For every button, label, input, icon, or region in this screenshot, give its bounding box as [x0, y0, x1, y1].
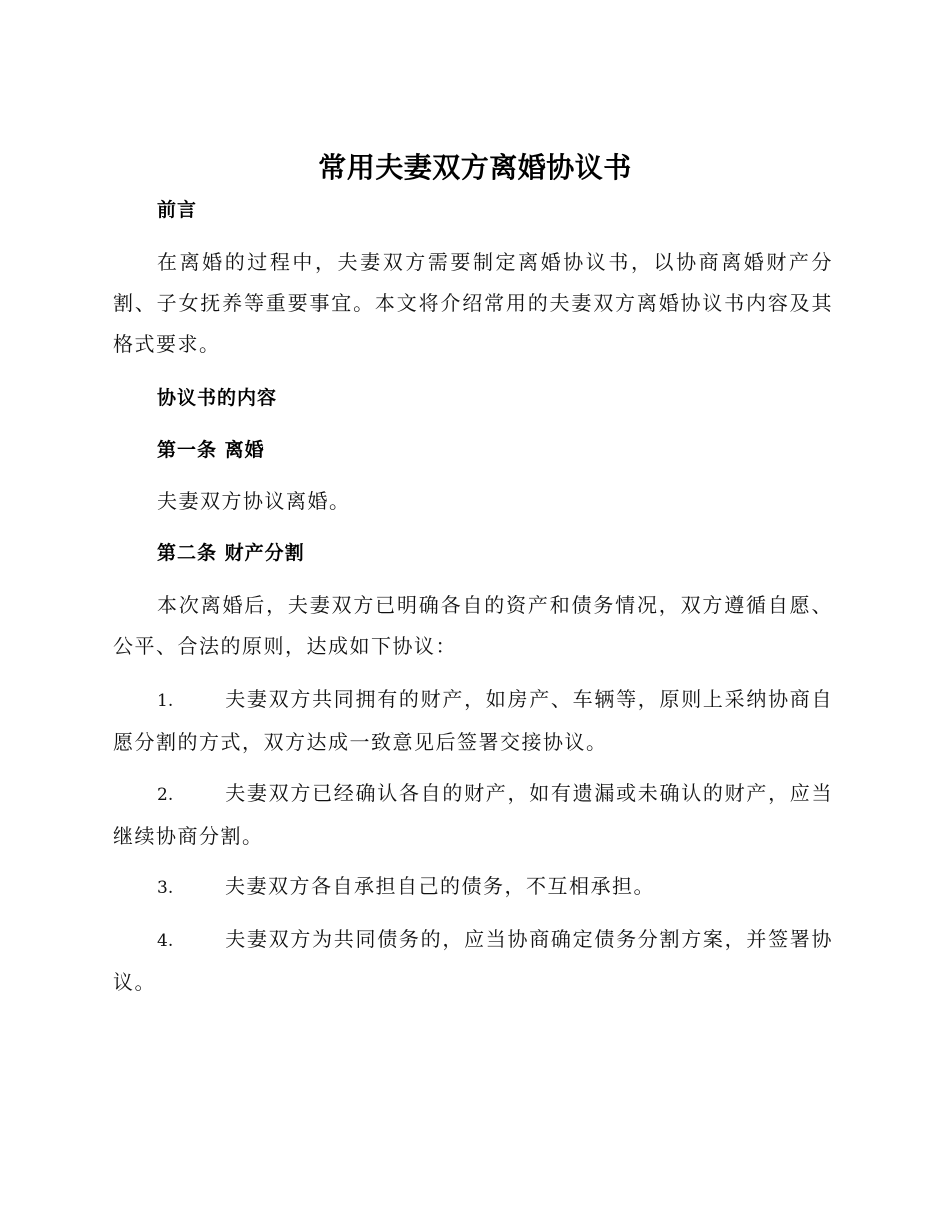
list-item-number: 1.: [157, 691, 174, 711]
list-item-number: 4.: [157, 931, 174, 951]
list-item-text: 夫妻双方共同拥有的财产，如房产、车辆等，原则上采纳协商自愿分割的方式，双方达成一致意见后签署交接协议。: [113, 687, 833, 754]
list-item-text: 夫妻双方为共同债务的，应当协商确定债务分割方案，并签署协议。: [113, 927, 833, 994]
list-item: [113, 679, 833, 763]
list-item-text: 夫妻双方已经确认各自的财产，如有遗漏或未确认的财产，应当继续协商分割。: [113, 781, 833, 848]
list-item: [113, 866, 833, 909]
article-2-heading: 第二条 财产分割: [157, 542, 305, 564]
article-1-paragraph: 夫妻双方协议离婚。: [157, 489, 351, 513]
preface-heading: 前言: [157, 199, 198, 221]
article-1-heading: 第一条 离婚: [157, 439, 265, 461]
list-item-number: 2.: [157, 785, 174, 805]
article-2-paragraph: 本次离婚后，夫妻双方已明确各自的资产和债务情况，双方遵循自愿、公平、合法的原则，达成如下协议：: [113, 593, 833, 658]
list-item-text: 夫妻双方各自承担自己的债务，不互相承担。: [225, 874, 655, 898]
document-title: 常用夫妻双方离婚协议书: [318, 151, 632, 184]
list-item: [113, 773, 833, 857]
content-heading: 协议书的内容: [157, 387, 278, 409]
list-item-number: 3.: [157, 878, 174, 898]
preface-paragraph: 在离婚的过程中，夫妻双方需要制定离婚协议书，以协商离婚财产分割、子女抚养等重要事宜。本文将介绍常用的夫妻双方离婚协议书内容及其格式要求。: [113, 250, 833, 356]
list-item: [113, 919, 833, 1003]
